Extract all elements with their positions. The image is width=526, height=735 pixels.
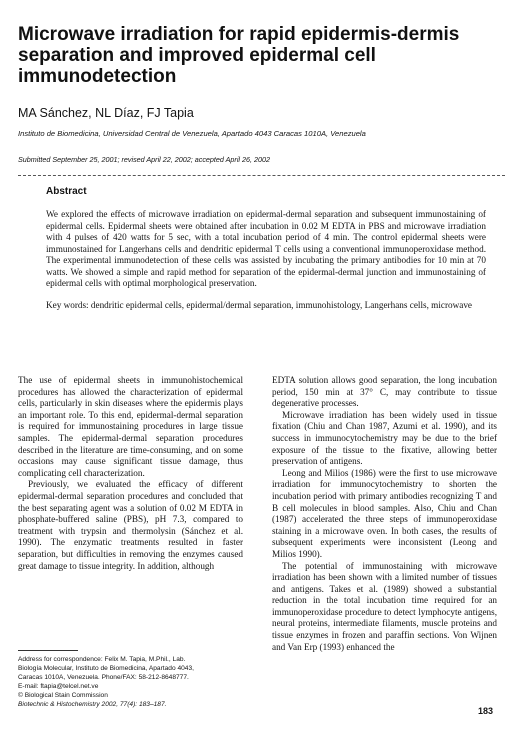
header-divider (18, 175, 505, 176)
correspondence-footnote (18, 655, 243, 709)
footnote-line: Address for correspondence: Felix M. Tapia, M.Phil., Lab. (18, 656, 186, 663)
footnote-line: Biotechnic & Histochemistry 2002, 77(4): 183–187. (18, 701, 167, 708)
footnote-line: © Biological Stain Commission (18, 692, 108, 699)
submission-dates: Submitted September 25, 2001; revised April 22, 2002; accepted April 26, 2002 (18, 155, 270, 164)
article-title: Microwave irradiation for rapid epidermis-dermis separation and improved epidermal cell immunodetection (18, 24, 460, 87)
footnote-divider (18, 650, 78, 651)
footnote-line: Caracas 1010A, Venezuela. Phone/FAX: 58-212-8648777. (18, 674, 189, 681)
keywords-text: dendritic epidermal cells, epidermal/dermal separation, immunohistology, Langerhans cells, microwave (90, 299, 472, 310)
author-affiliation: Instituto de Biomedicina, Universidad Central de Venezuela, Apartado 4043 Caracas 1010A, Venezuela (18, 129, 366, 138)
body-paragraph: EDTA solution allows good separation, the long incubation period, 150 min at 37° C, may contribute to tissue degenerative processes. (272, 375, 497, 409)
body-column-right (272, 375, 497, 653)
body-paragraph: The potential of immunostaining with microwave irradiation has been shown with a limited number of tissues and antigens. Takes et al. (1989) showed a substantial reduction in the total incubation time required for an immunoperoxidase procedure to detect lymphocyte antigens, neural proteins, intermediate filaments, muscle proteins and tissue enzymes in frozen and paraffin sections. Von Wijnen and Van Erp (1993) enhanced the (272, 560, 497, 652)
author-list: MA Sánchez, NL Díaz, FJ Tapia (18, 106, 194, 120)
keywords-line (46, 300, 486, 312)
abstract-section (46, 185, 486, 311)
body-paragraph: Leong and Milios (1986) were the first to use microwave irradiation for immunocytochemistry to shorten the incubation period with primary antibodies recognizing T and B cell molecules in blood samples. Also, Chiu and Chan (1987) accelerated the three steps of immunoperoxidase staining in a microwave oven. In both cases, the results of subsequent experiments were inconsistent (Leong and Milios 1990). (272, 467, 497, 559)
page-number: 183 (478, 706, 494, 716)
body-column-left (18, 375, 243, 572)
footnote-line: E-mail: ftapia@telcel.net.ve (18, 683, 99, 690)
body-paragraph: The use of epidermal sheets in immunohistochemical procedures has allowed the characterization of epidermal cells, particularly in skin diseases where the epidermis plays an important role. To this end, epidermal-dermal separation is required for immunostaining procedures in large tissue samples. The epidermal-dermal separation procedures described in the literature are time-consuming, and on some occasions may cause significant tissue damage, thus complicating cell characterization. (18, 375, 243, 478)
footnote-line: Biología Molecular, Instituto de Biomedicina, Apartado 4043, (18, 665, 194, 672)
abstract-heading: Abstract (46, 186, 87, 197)
body-paragraph: Microwave irradiation has been widely used in tissue fixation (Chiu and Chan 1987, Azumi et al. 1990), and its success in immunocytochemistry may be due to the brief exposure of the tissue to the fixative, allowing better preservation of antigens. (272, 409, 497, 467)
body-paragraph: Previously, we evaluated the efficacy of different epidermal-dermal separation procedures and concluded that the best separating agent was a solution of 0.02 M EDTA in phosphate-buffered saline (PBS), pH 7.3, compared to treatment with trypsin and thermolysin (Sánchez et al. 1990). The enzymatic treatments resulted in faster separation, but difficulties in removing the enzymes caused great damage to tissue integrity. In addition, although (18, 479, 243, 571)
keywords-label: Key words: (46, 299, 89, 310)
abstract-text: We explored the effects of microwave irradiation on epidermal-dermal separation and subsequent immunostaining of epidermal cells. Epidermal sheets were obtained after incubation in 0.02 M EDTA in PBS and microwave irradiation with 4 pulses of 420 watts for 5 sec, with a total incubation period of 4 min. The control epidermal sheets were immunostained for Langerhans cells and dendritic epidermal T cells using a conventional immunoperoxidase method. The experimental immunodetection of these cells was assisted by incubating the primary antibodies for 10 min at 70 watts. We showed a simple and rapid method for separation of the epidermal-dermal junction and immunostaining of epidermal cells with optimal morphological preservation. (46, 209, 486, 288)
